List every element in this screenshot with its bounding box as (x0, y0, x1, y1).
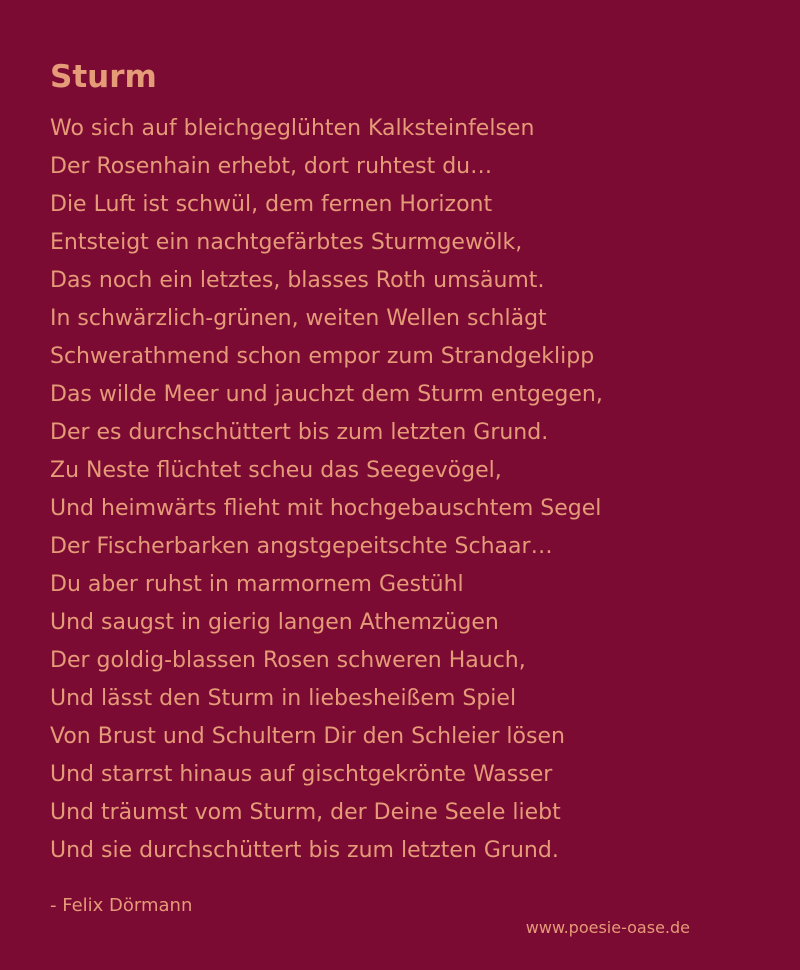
poem-line: Der es durchschüttert bis zum letzten Grund. (50, 420, 549, 445)
poem-line: Entsteigt ein nachtgefärbtes Sturmgewölk, (50, 230, 523, 255)
poem-title: Sturm (50, 59, 157, 95)
poem-line: Und träumst vom Sturm, der Deine Seele liebt (50, 800, 561, 825)
poem-line: Das noch ein letztes, blasses Roth umsäumt. (50, 268, 545, 293)
poem-line: Schwerathmend schon empor zum Strandgeklipp (50, 344, 595, 369)
website-url: www.poesie-oase.de (525, 918, 690, 937)
poem-author: - Felix Dörmann (50, 895, 193, 916)
poem-line: Du aber ruhst in marmornem Gestühl (50, 572, 464, 597)
poem-line: Von Brust und Schultern Dir den Schleier lösen (50, 724, 565, 749)
poem-line: Und saugst in gierig langen Athemzügen (50, 610, 499, 635)
poem-line: Der goldig-blassen Rosen schweren Hauch, (50, 648, 526, 673)
poem-line: Und heimwärts flieht mit hochgebauschtem Segel (50, 496, 602, 521)
poem-line: Und lässt den Sturm in liebesheißem Spiel (50, 686, 517, 711)
poem-line: In schwärzlich-grünen, weiten Wellen schlägt (50, 306, 547, 331)
poem-body (50, 110, 603, 870)
poem-line: Und sie durchschüttert bis zum letzten Grund. (50, 838, 559, 863)
poem-line: Der Rosenhain erhebt, dort ruhtest du… (50, 154, 493, 179)
poem-line: Und starrst hinaus auf gischtgekrönte Wasser (50, 762, 553, 787)
poem-line: Wo sich auf bleichgeglühten Kalksteinfelsen (50, 116, 535, 141)
poem-line: Das wilde Meer und jauchzt dem Sturm entgegen, (50, 382, 603, 407)
poem-line: Zu Neste flüchtet scheu das Seegevögel, (50, 458, 502, 483)
poem-line: Die Luft ist schwül, dem fernen Horizont (50, 192, 493, 217)
poem-line: Der Fischerbarken angstgepeitschte Schaar… (50, 534, 553, 559)
